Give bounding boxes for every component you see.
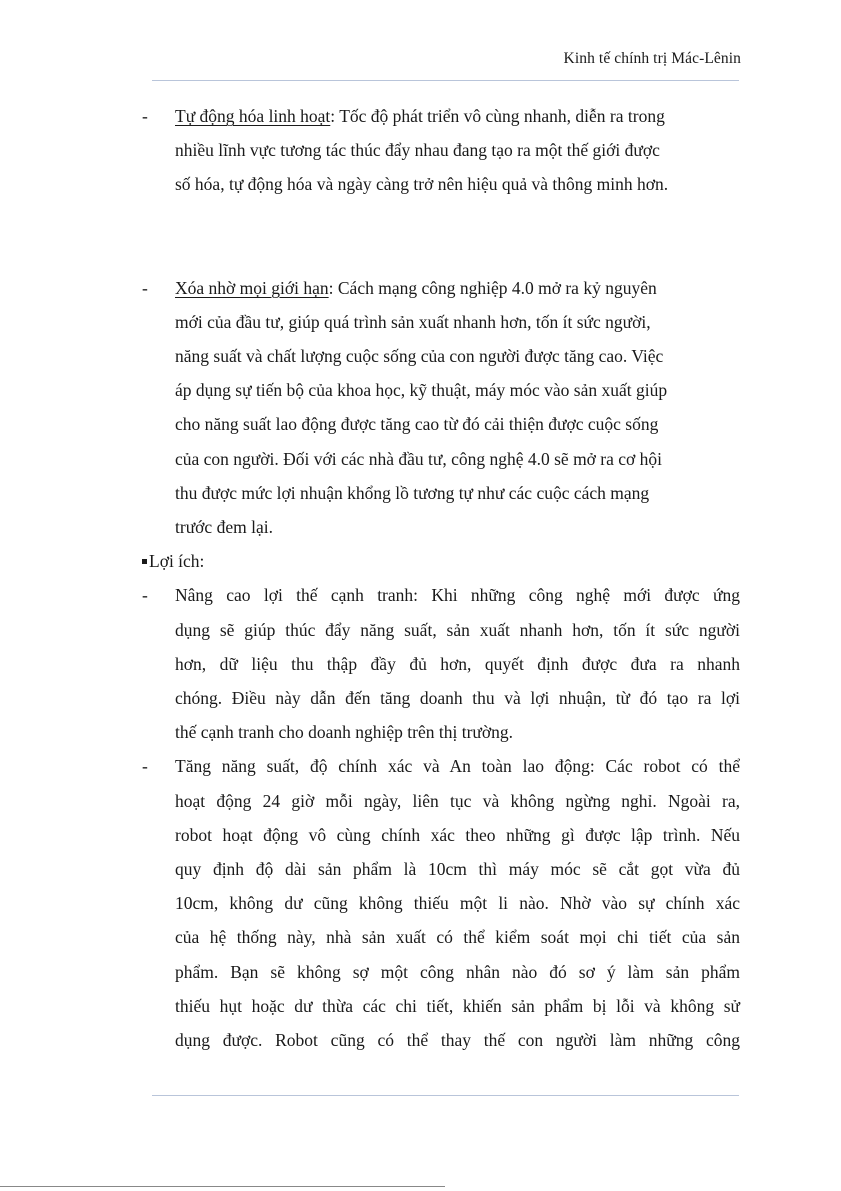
text-line: dụng được. Robot cũng có thể thay thế con người làm những công: [175, 1030, 740, 1051]
text-line: năng suất và chất lượng cuộc sống của con người được tăng cao. Việc: [175, 346, 664, 367]
page-edge-line: [0, 1186, 445, 1189]
square-bullet-icon: [142, 559, 147, 564]
term-heading: Tự động hóa linh hoạt: [175, 106, 331, 126]
header-rule: [152, 80, 739, 81]
document-body: [142, 99, 740, 1057]
text-line: Nâng cao lợi thế cạnh tranh: Khi những công nghệ mới được ứng: [175, 585, 740, 606]
text-line: : Cách mạng công nghiệp 4.0 mở ra kỷ nguyên: [328, 277, 657, 298]
text-line: số hóa, tự động hóa và ngày càng trở nên hiệu quả và thông minh hơn.: [175, 174, 669, 195]
paragraph-flexible-automation: [142, 99, 740, 202]
paragraph-competitive-advantage: [142, 578, 740, 749]
section-title-benefits: [142, 544, 740, 578]
list-dash: -: [142, 106, 148, 126]
text-line: thiếu hụt hoặc dư thừa các chi tiết, khiến sản phẩm bị lỗi và không sử: [175, 995, 740, 1016]
text-line: phẩm. Bạn sẽ không sợ một công nhân nào đó sơ ý làm sản phẩm: [175, 961, 740, 982]
text-line: thế cạnh tranh cho doanh nghiệp trên thị trường.: [175, 722, 514, 743]
list-dash: -: [142, 277, 148, 298]
text-line: : Tốc độ phát triển vô cùng nhanh, diễn ra trong: [330, 106, 665, 126]
text-line: hoạt động 24 giờ mỗi ngày, liên tục và không ngừng nghỉ. Ngoài ra,: [175, 790, 740, 811]
text-line: quy định độ dài sản phẩm là 10cm thì máy móc sẽ cắt gọt vừa đủ: [175, 859, 740, 880]
text-line: của con người. Đối với các nhà đầu tư, công nghệ 4.0 sẽ mở ra cơ hội: [175, 448, 663, 469]
section-title-text: Lợi ích:: [149, 551, 205, 572]
text-line: áp dụng sự tiến bộ của khoa học, kỹ thuật, máy móc vào sản xuất giúp: [175, 380, 668, 401]
term-heading: Xóa nhờ mọi giới hạn: [175, 277, 329, 298]
footer-rule: [152, 1095, 739, 1096]
text-line: thu được mức lợi nhuận khổng lồ tương tự như các cuộc cách mạng: [175, 482, 650, 503]
text-line: dụng sẽ giúp thúc đẩy năng suất, sản xuất nhanh hơn, tốn ít sức người: [175, 619, 740, 640]
list-dash: -: [142, 756, 148, 777]
text-line: cho năng suất lao động được tăng cao từ đó cải thiện được cuộc sống: [175, 414, 659, 435]
page-header-title: Kinh tế chính trị Mác-Lênin: [563, 50, 741, 67]
text-line: hơn, dữ liệu thu thập đầy đủ hơn, quyết định được đưa ra nhanh: [175, 653, 740, 674]
text-line: 10cm, không dư cũng không thiếu một li nào. Nhờ vào sự chính xác: [175, 893, 740, 914]
text-line: chóng. Điều này dẫn đến tăng doanh thu và lợi nhuận, từ đó tạo ra lợi: [175, 688, 740, 709]
text-line: nhiều lĩnh vực tương tác thúc đẩy nhau đang tạo ra một thế giới được: [175, 140, 660, 161]
paragraph-remove-limits: [142, 271, 740, 545]
text-line: mới của đầu tư, giúp quá trình sản xuất nhanh hơn, tốn ít sức người,: [175, 311, 651, 332]
paragraph-productivity-safety: [142, 749, 740, 1057]
text-line: robot hoạt động vô cùng chính xác theo những gì được lập trình. Nếu: [175, 824, 740, 845]
text-line: Tăng năng suất, độ chính xác và An toàn lao động: Các robot có thể: [175, 756, 740, 777]
text-line: trước đem lại.: [175, 517, 273, 538]
list-dash: -: [142, 585, 148, 606]
text-line: của hệ thống này, nhà sản xuất có thể kiểm soát mọi chi tiết của sản: [175, 927, 740, 948]
